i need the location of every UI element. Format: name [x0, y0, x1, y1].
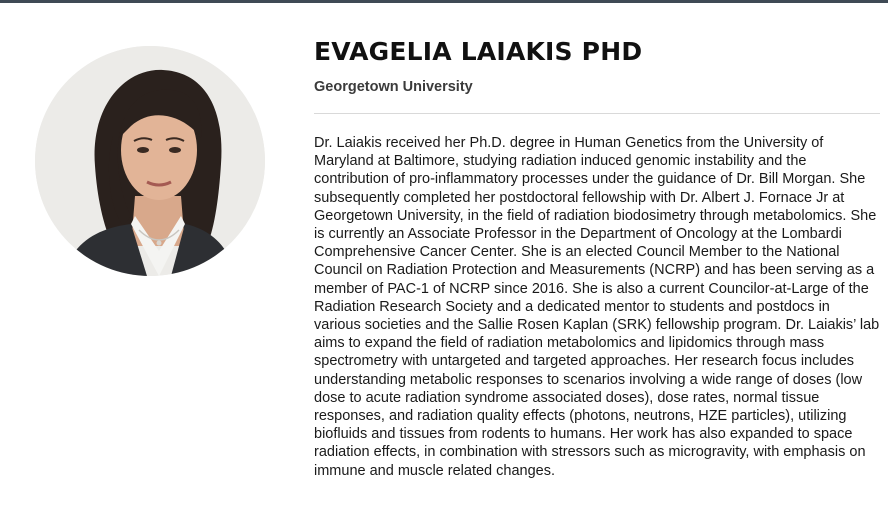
divider — [314, 113, 880, 114]
profile-affiliation: Georgetown University — [314, 79, 473, 95]
profile-name: EVAGELIA LAIAKIS PHD — [314, 37, 643, 66]
profile-photo — [35, 46, 265, 276]
top-border — [0, 0, 888, 3]
profile-bio: Dr. Laiakis received her Ph.D. degree in Human Genetics from the University of Maryland at Baltimore, studying radiation induced genomic instability and the contribution of pro-inflammatory processes under the guidance of Dr. Bill Morgan. She subsequently completed her postdoctoral fellowship with Dr. Albert J. Fornace Jr at Georgetown University, in the field of radiation biodosimetry through metabolomics. She is currently an Associate Professor in the Department of Oncology at the Lombardi Comprehensive Cancer Center. She is an elected Council Member to the National Council on Radiation Protection and Measurements (NCRP) and has been serving as a member of PAC-1 of NCRP since 2016. She is also a current Councilor-at-Large of the Radiation Research Society and a dedicated mentor to students and postdocs in various societies and the Sallie Rosen Kaplan (SRK) fellowship program. Dr. Laiakis’ lab aims to expand the field of radiation metabolomics and lipidomics through mass spectrometry with untargeted and targeted approaches. Her research focus includes understanding metabolic responses to scenarios involving a wide range of doses (low dose to acute radiation syndrome associated doses), dose rates, normal tissue responses, and radiation quality effects (photons, neutrons, HZE particles), utilizing biofluids and tissues from rodents to humans. Her work has also expanded to space radiation effects, in combination with stressors such as microgravity, with emphasis on immune and muscle related changes. — [314, 135, 880, 479]
profile-card — [314, 36, 880, 480]
